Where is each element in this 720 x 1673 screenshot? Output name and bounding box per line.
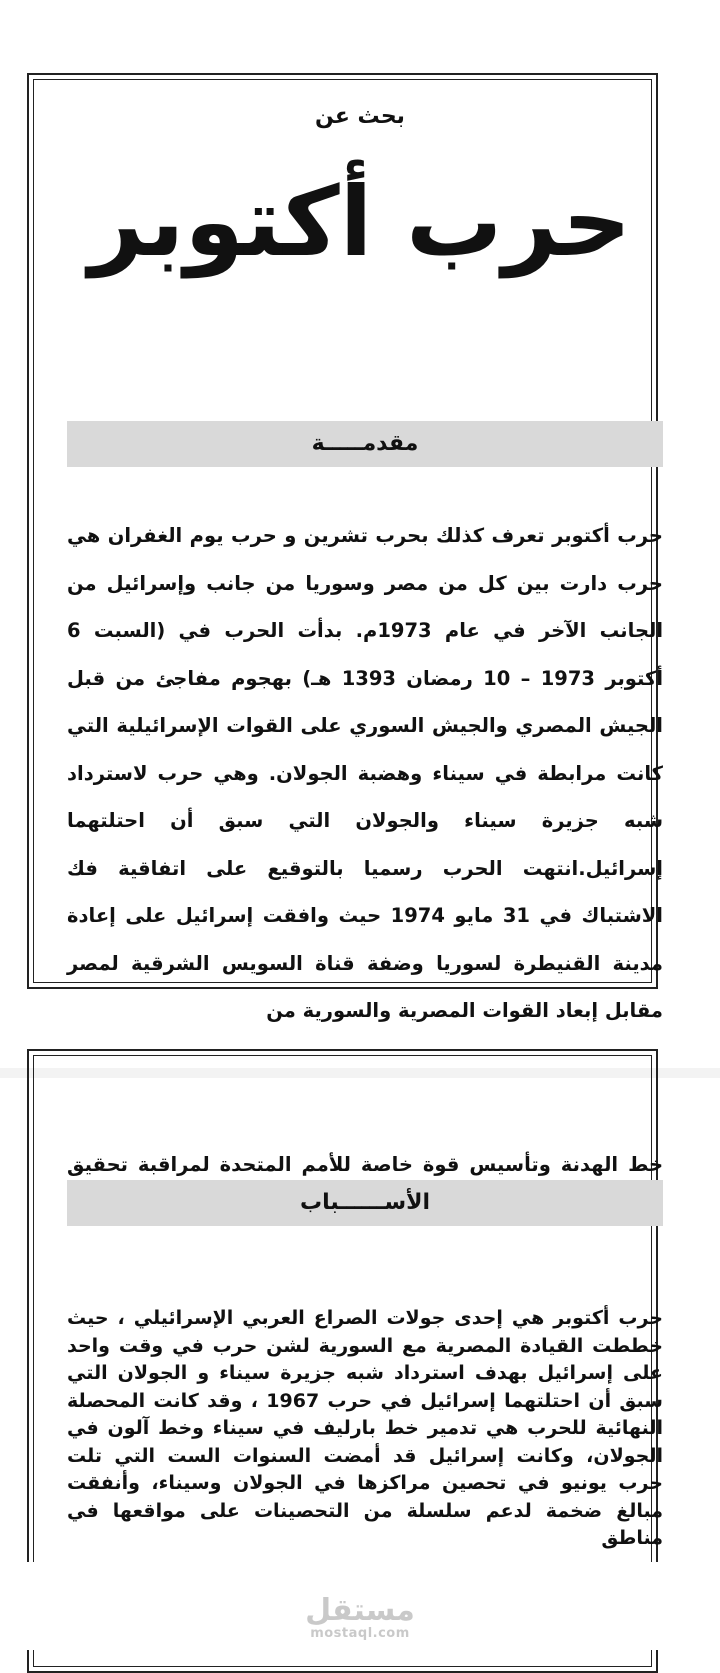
watermark-arabic: مستقل bbox=[305, 1593, 415, 1628]
introduction-heading: مقدمـــــة bbox=[67, 421, 663, 467]
introduction-paragraph: حرب أكتوبر تعرف كذلك بحرب تشرين و حرب يوم الغفران هي حرب دارت بين كل من مصر وسوريا من جانب وإسرائيل من الجانب الآخر في عام 1973م. بدأت الحرب في (السبت 6 أكتوبر 1973 – 10 رمضان 1393 هـ) بهجوم مفاجئ من قبل الجيش المصري والجيش السوري على القوات الإسرائيلية التي كانت مرابطة في سيناء وهضبة الجولان. وهي حرب لاسترداد شبه جزيرة سيناء والجولان التي سبق أن احتلتهما إسرائيل.انتهت الحرب رسميا بالتوقيع على اتفاقية فك الاشتباك في 31 مايو 1974 حيث وافقت إسرائيل على إعادة مدينة القنيطرة لسوريا وضفة قناة السويس الشرقية لمصر مقابل إبعاد القوات المصرية والسورية من bbox=[67, 524, 664, 1022]
causes-heading: الأســــــباب bbox=[67, 1180, 663, 1226]
continuation-paragraph: خط الهدنة وتأسيس قوة خاصة للأمم المتحدة لمراقبة تحقيق bbox=[67, 1153, 663, 1176]
causes-paragraph: حرب أكتوبر هي إحدى جولات الصراع العربي الإسرائيلي ، حيث خططت القيادة المصرية مع السورية لشن حرب في وقت واحد على إسرائيل بهدف استرداد شبه جزيرة سيناء و الجولان التي سبق أن احتلتهما إسرائيل في حرب 1967 ، وقد كانت المحصلة النهائية للحرب هي تدمير خط بارليف في سيناء وخط آلون في الجولان، وكانت إسرائيل قد أمضت السنوات الست التي تلت حرب يونيو في تحصين مراكزها في الجولان وسيناء، وأنفقت مبالغ ضخمة لدعم سلسلة من التحصينات على مواقعها في مناطق bbox=[67, 1307, 663, 1549]
cover-subtitle: بحث عن bbox=[315, 104, 405, 129]
cover-title: حرب أكتوبر bbox=[88, 166, 632, 278]
mostaql-watermark-logo bbox=[0, 1595, 720, 1641]
watermark-latin: mostaql.com bbox=[310, 1626, 410, 1641]
